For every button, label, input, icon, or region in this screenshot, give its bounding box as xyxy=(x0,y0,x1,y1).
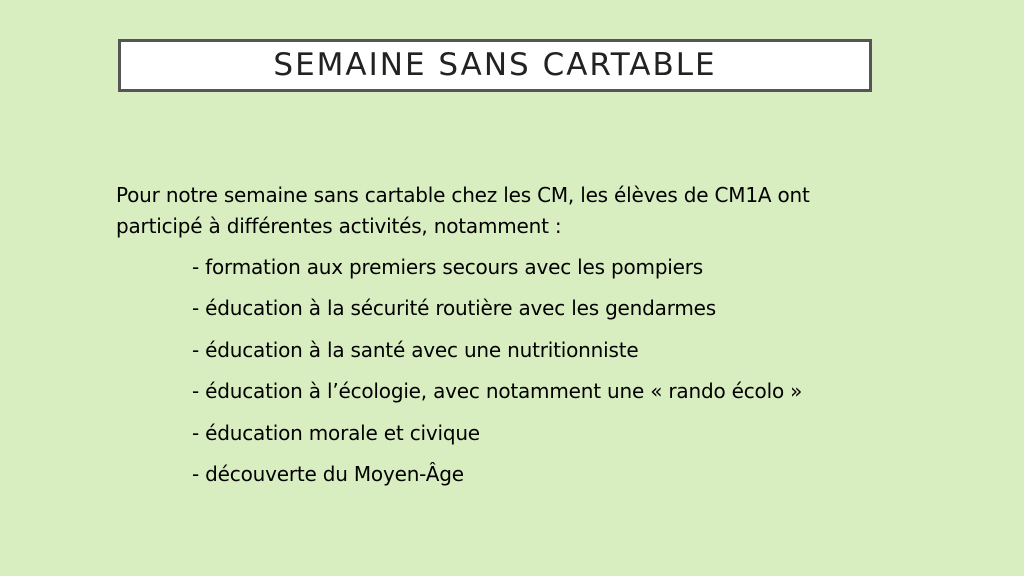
activity-item: - éducation à l’écologie, avec notamment une « rando écolo » xyxy=(192,379,803,404)
activity-list xyxy=(192,253,802,501)
activity-item: - éducation morale et civique xyxy=(192,420,480,445)
activity-item: - éducation à la santé avec une nutritionniste xyxy=(192,337,639,362)
activity-item: - formation aux premiers secours avec les pompiers xyxy=(192,255,704,279)
slide-title: SEMAINE SANS CARTABLE xyxy=(273,47,717,83)
title-box xyxy=(118,39,872,92)
intro-line: participé à différentes activités, notamment : xyxy=(116,214,562,238)
activity-item: - éducation à la sécurité routière avec les gendarmes xyxy=(192,296,716,321)
intro-line: Pour notre semaine sans cartable chez les CM, les élèves de CM1A ont xyxy=(116,183,810,207)
activity-item: - découverte du Moyen-Âge xyxy=(192,461,464,486)
intro-paragraph xyxy=(116,180,876,242)
